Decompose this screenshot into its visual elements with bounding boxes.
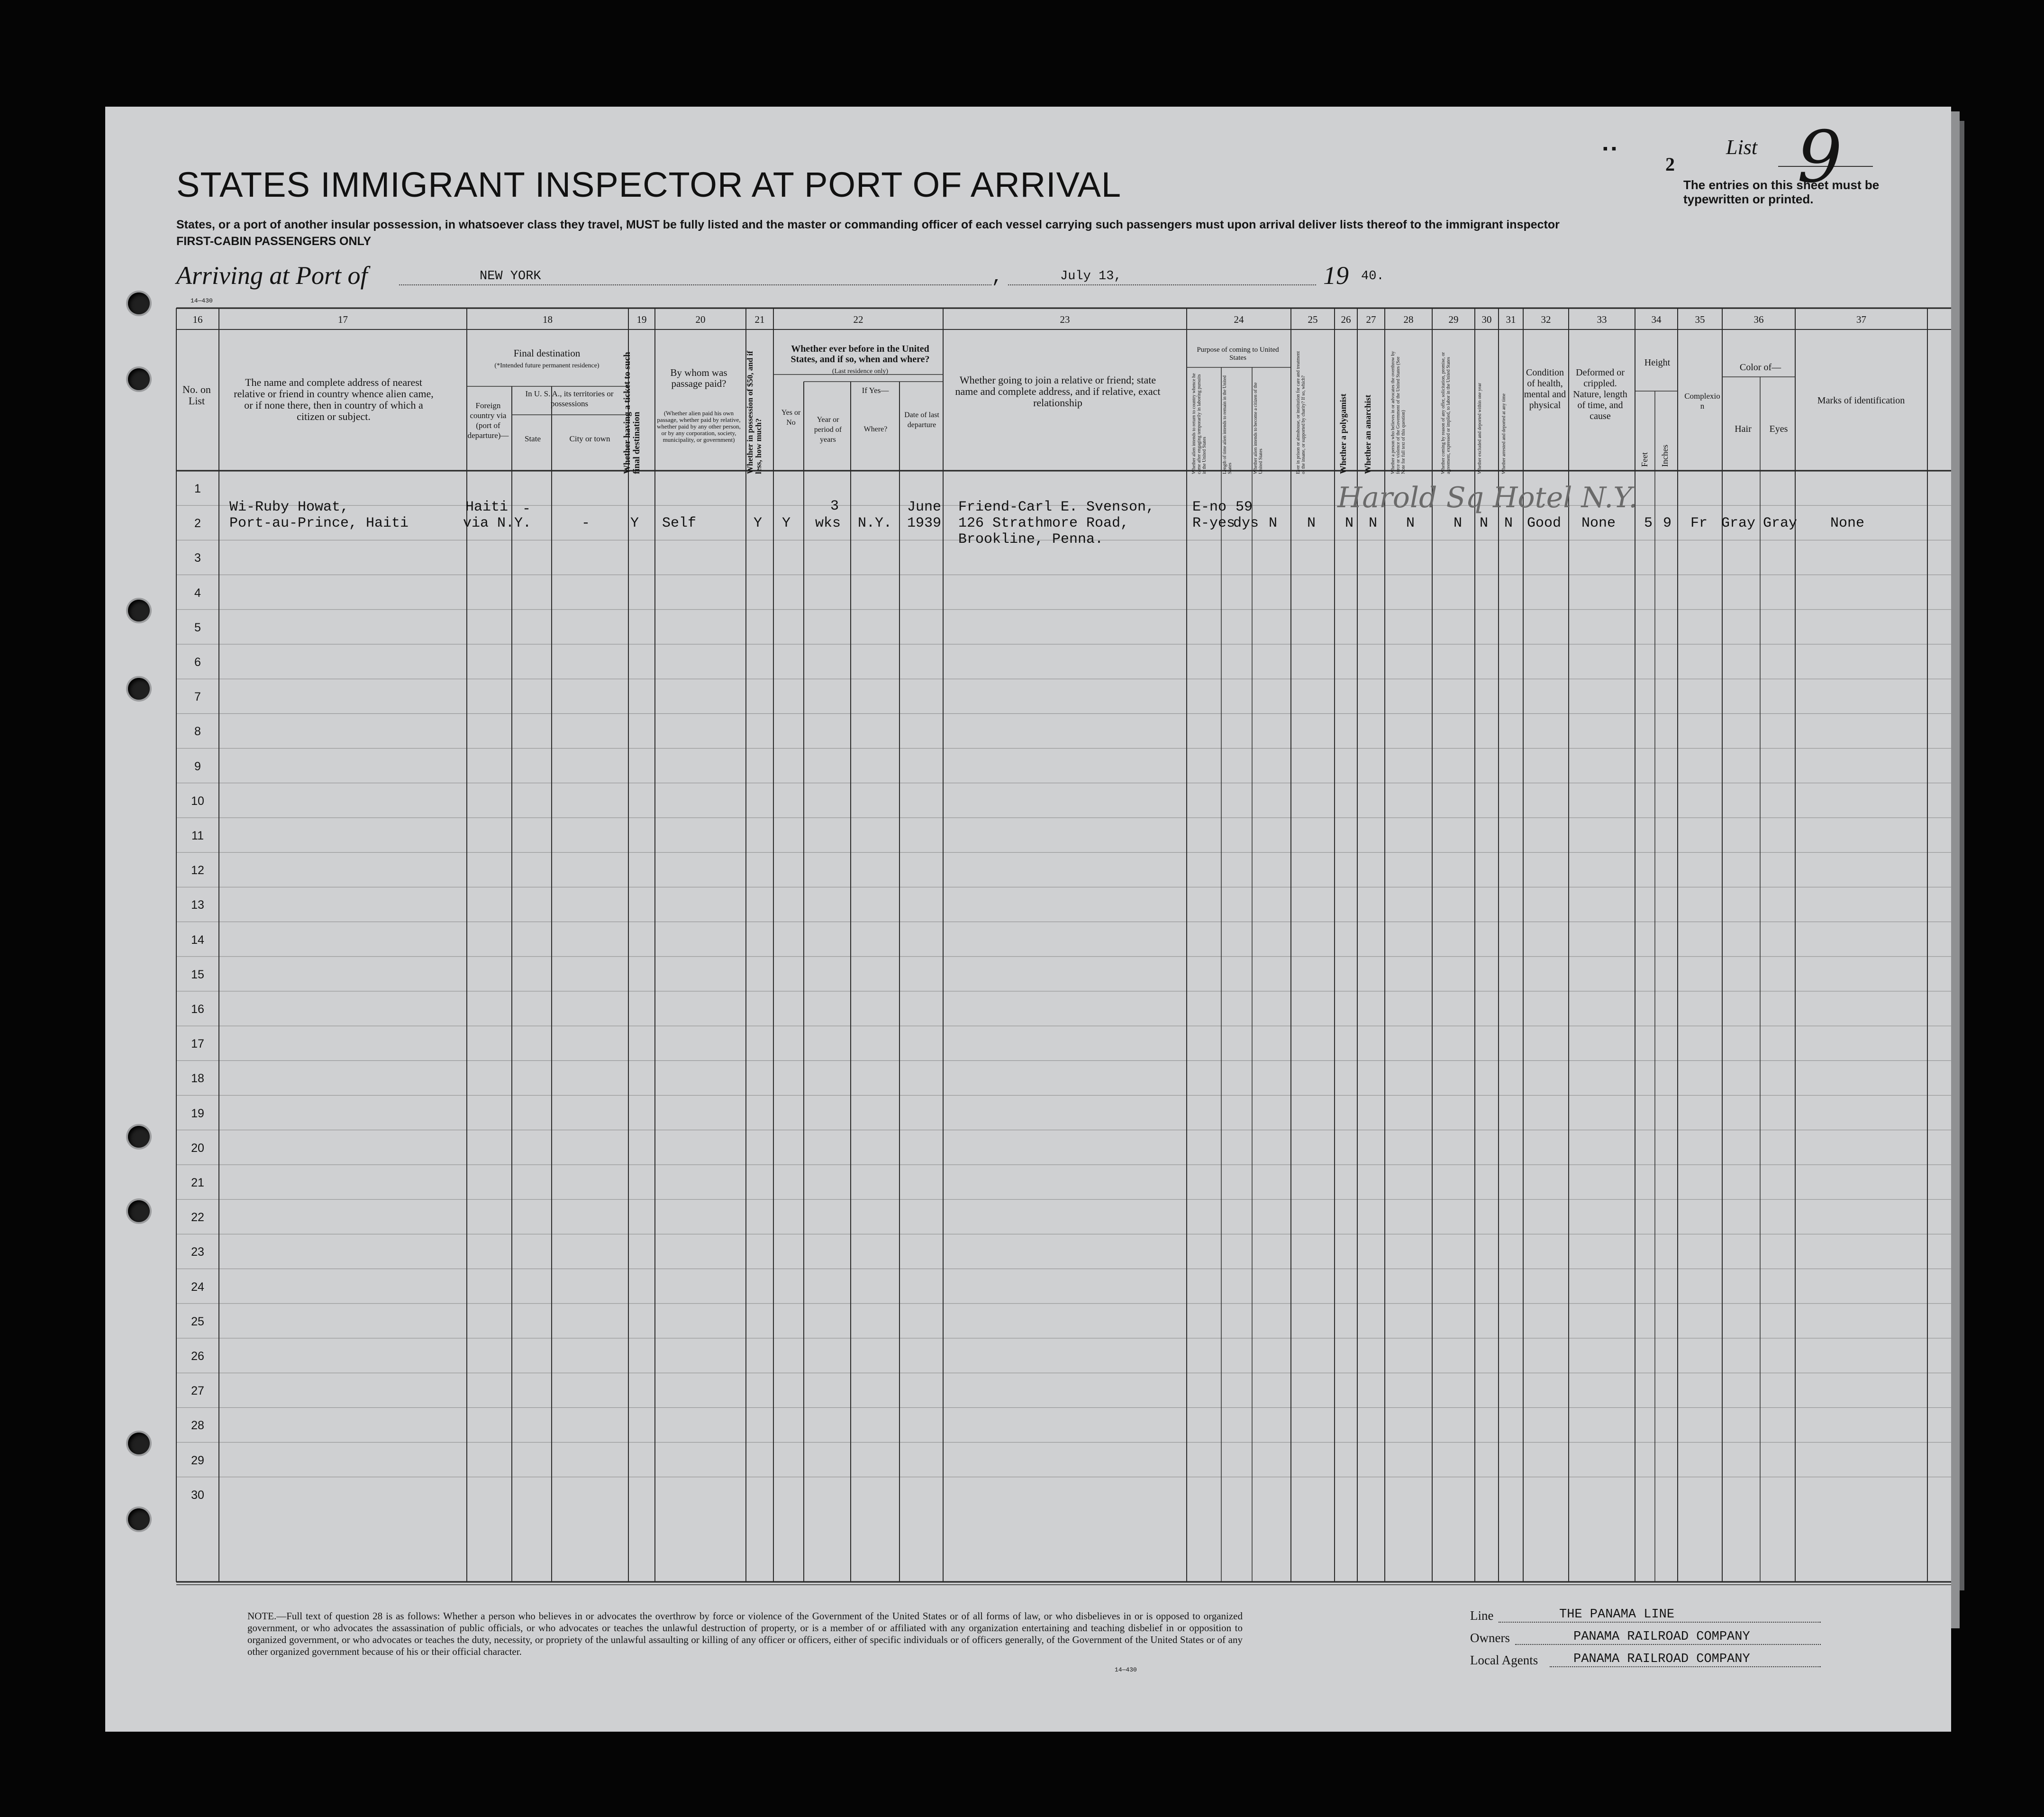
col-22c-header: Where? [863, 425, 888, 433]
date-underline [1008, 284, 1316, 285]
entry-paid-by: Self [662, 515, 697, 531]
list-label: List [1726, 136, 1758, 159]
row-number: 11 [191, 829, 204, 842]
row-number: 22 [191, 1211, 204, 1224]
col-18-usa: In U. S. A., its territories or possessions [525, 389, 614, 408]
column-number: 30 [1481, 314, 1492, 325]
entry-polygamist: N [1345, 515, 1354, 531]
row-number: 29 [191, 1453, 204, 1467]
entry-hair: Gray [1721, 515, 1756, 531]
entry-eyes: Gray [1763, 515, 1798, 531]
col-22-ifyes: If Yes— [862, 386, 889, 395]
entry-where: N.Y. [858, 515, 892, 531]
entry-fifty: Y [754, 515, 763, 531]
col-16-header: No. on List [182, 383, 211, 407]
col-29-header: Whether coming by reason of any offer, solicitation, promise, or agreement, expressed or implied, to labor in the United States [1441, 352, 1451, 474]
form-code-bottom: 14—430 [1115, 1666, 1137, 1673]
entry-join-line3: Brookline, Penna. [958, 531, 1104, 548]
col-36a-header: Hair [1735, 424, 1752, 434]
col-32-header: Condition of health, mental and physical [1524, 367, 1566, 411]
col-25-header: Ever in prison or almshouse, or institution for care and treatment of the insane, or supported by charity? If so, which? [1296, 351, 1306, 474]
entry-labor: N [1454, 515, 1463, 531]
col-22-note: (Last residence only) [832, 368, 889, 375]
column-number: 20 [695, 314, 706, 325]
binder-hole [128, 1200, 150, 1222]
row-number: 15 [191, 968, 204, 981]
column-number: 21 [754, 314, 765, 325]
column-number: 23 [1060, 314, 1070, 325]
row-number: 6 [194, 656, 201, 669]
row-number: 28 [191, 1419, 204, 1433]
row-number: 1 [194, 482, 201, 495]
col-24c-header: Whether alien intends to become a citizen of the United States [1253, 382, 1263, 474]
entry-last-dep-line2: 1939 [907, 515, 942, 531]
owners-underline [1515, 1644, 1821, 1645]
footnote: NOTE.—Full text of question 28 is as follows: Whether a person who believes in or advocates the overthrow by force or violence of the Government of the United States or of all forms of law, or who disbelieves in or is opposed to organized government, or who advocates the assassination of public officials, or who advocates or teaches the unlawful destruction of property, or is a member of or affiliated with any organization entertaining and teaching disbelief in or opposition to organized government, or who advocates or teaches the duty, necessity, or propriety of the unlawful assaulting or killing of any officer or officers, either of specific individuals or of officers generally, of the Government of the United States or of any other organized government because of his or their official character. [247, 1610, 1243, 1657]
row-number: 9 [194, 759, 201, 773]
entry-foreign-line2: via N.Y. [463, 515, 532, 531]
row-number: 13 [191, 898, 204, 912]
port-value: NEW YORK [480, 269, 541, 283]
binder-hole [128, 368, 150, 390]
column-number: 35 [1695, 314, 1705, 325]
row-number: 19 [191, 1106, 204, 1120]
col-23-header: Whether going to join a relative or friend; state name and complete address, and if relative, exact relationship [955, 374, 1161, 409]
sheet-edge-shadow-dark [1960, 121, 1964, 1590]
binder-hole [128, 678, 150, 700]
list-note: The entries on this sheet must be typewritten or printed. [1683, 178, 1880, 206]
entry-prison: N [1307, 515, 1316, 531]
entry-excluded: N [1480, 515, 1489, 531]
entry-period-line1: 3 [830, 498, 839, 514]
list-number: 9 [1797, 116, 1843, 199]
column-number: 16 [192, 314, 203, 325]
row-number: 14 [191, 933, 204, 947]
row-number: 16 [191, 1003, 204, 1016]
table-grid [105, 107, 1951, 1732]
col-26-header: Whether a polygamist [1338, 393, 1348, 474]
col-17-header: The name and complete address of nearest relative or friend in country whence alien came, or if none there, then in country of which a citizen or subject. [234, 376, 434, 422]
line-value: THE PANAMA LINE [1559, 1607, 1675, 1622]
col-31-header: Whether arrested and deported at any time [1501, 393, 1507, 474]
column-number: 29 [1448, 314, 1459, 325]
agents-value: PANAMA RAILROAD COMPANY [1573, 1652, 1750, 1666]
row-number: 12 [191, 864, 204, 877]
binder-hole [128, 1126, 150, 1148]
entry-length-line1: 59 [1235, 499, 1253, 515]
date-value: July 13, [1060, 269, 1122, 283]
row-number: 27 [191, 1384, 204, 1398]
entry-health: Good [1527, 515, 1562, 531]
row-number: 25 [191, 1315, 204, 1328]
col-19-header: Whether having a ticket to such final destination [622, 352, 642, 474]
column-number: 31 [1506, 314, 1516, 325]
col-34-group: Height [1644, 357, 1671, 368]
col-18-note: (*Intended future permanent residence) [494, 362, 600, 369]
binder-hole [128, 1433, 150, 1454]
col-36b-header: Eyes [1769, 424, 1788, 434]
column-number: 32 [1541, 314, 1551, 325]
entry-city: - [581, 515, 590, 531]
entry-purpose-line1: E-no [1192, 499, 1227, 515]
col-27-header: Whether an anarchist [1363, 394, 1372, 474]
agents-label: Local Agents [1470, 1653, 1538, 1667]
owners-value: PANAMA RAILROAD COMPANY [1573, 1630, 1750, 1644]
col-34b-header: Inches [1660, 445, 1670, 467]
port-underline [399, 284, 991, 285]
col-18-group: Final destination [513, 347, 581, 359]
col-18c-header: City or town [569, 434, 610, 443]
row-number: 17 [191, 1037, 204, 1051]
column-number: 27 [1366, 314, 1376, 325]
binder-hole [128, 1508, 150, 1530]
entry-deformed: None [1581, 515, 1616, 531]
year-suffix: 40. [1361, 269, 1384, 283]
row-number: 5 [194, 621, 201, 634]
column-number: 33 [1597, 314, 1607, 325]
handwritten-annotation: Harold Sq Hotel N.Y. [1337, 481, 1638, 514]
binder-hole [128, 600, 150, 621]
col-18a-header: Foreign country via (port of departure)— [467, 401, 509, 440]
form-code-top: 14—430 [191, 297, 213, 304]
entry-complexion: Fr [1690, 515, 1708, 531]
row-number: 18 [191, 1072, 204, 1086]
col-35-header: Complexion [1684, 392, 1720, 411]
entry-last-dep-line1: June [907, 499, 942, 515]
row-number: 2 [194, 517, 201, 530]
entry-citizen: N [1269, 515, 1278, 531]
year-prefix: 19 [1323, 261, 1349, 290]
row-number: 20 [191, 1141, 204, 1155]
entry-join-line1: Friend-Carl E. Svenson, [958, 499, 1155, 515]
column-number: 17 [338, 314, 348, 325]
col-30-header: Whether excluded and deported within one year [1477, 383, 1482, 474]
row-number: 3 [194, 551, 201, 565]
row-number: 24 [191, 1280, 204, 1294]
entry-length-line2: dys [1233, 515, 1259, 531]
class-line: FIRST-CABIN PASSENGERS ONLY [176, 235, 372, 248]
column-number: 24 [1234, 314, 1244, 325]
col-37-header: Marks of identification [1817, 395, 1905, 406]
column-number: 28 [1403, 314, 1414, 325]
col-22-group: Whether ever before in the United States, and if so, when and where? [790, 344, 930, 365]
col-18b-header: State [525, 434, 541, 443]
col-20-note: (Whether alien paid his own passage, whether paid by relative, whether paid by any other person, or by any corporation, society, municipality, or government) [657, 410, 741, 443]
column-number: 37 [1856, 314, 1866, 325]
entry-name-line2: Port-au-Prince, Haiti [229, 515, 409, 531]
col-22b-header: Year or period of years [814, 416, 842, 444]
entry-period-line2: wks [815, 515, 841, 531]
col-22a-header: Yes or No [781, 409, 801, 427]
col-36-group: Color of— [1739, 362, 1781, 373]
entry-overthrow: N [1406, 515, 1415, 531]
sheet-edge-shadow [1951, 111, 1960, 1628]
column-number: 22 [853, 314, 863, 325]
row-number: 7 [194, 690, 201, 704]
col-24b-header: Length of time alien intends to remain in the United States [1222, 375, 1233, 474]
col-24-group: Purpose of coming to United States [1197, 346, 1279, 362]
col-34a-header: Feet [1640, 452, 1649, 467]
col-33-header: Deformed or crippled. Nature, length of time, and cause [1573, 367, 1627, 421]
manifest-sheet [105, 107, 1951, 1732]
col-21-header: Whether in possession of $50, and if less, how much? [745, 351, 763, 474]
comma: , [991, 267, 1003, 288]
entry-inches: 9 [1663, 515, 1672, 531]
owners-label: Owners [1470, 1631, 1510, 1645]
col-20-header: By whom was passage paid? [670, 367, 727, 389]
list-mark: 2 [1665, 154, 1675, 175]
entry-ever-before: Y [782, 515, 791, 531]
entry-state: - [522, 501, 531, 517]
entry-name-line1: Wi-Ruby Howat, [229, 499, 349, 515]
line-underline [1499, 1622, 1821, 1623]
entry-anarchist: N [1369, 515, 1378, 531]
page-title: STATES IMMIGRANT INSPECTOR AT PORT OF ARRIVAL [176, 165, 1122, 204]
col-28-header: Whether a person who believes in or advocates the overthrow by force or violence of the Government of the United States (See Note for full text of this question) [1390, 351, 1406, 474]
col-24a-header: Whether alien intends to return to country whence he came after engaging temporarily in laboring pursuits in the United States [1191, 373, 1207, 474]
row-number: 26 [191, 1350, 204, 1363]
column-number: 25 [1308, 314, 1318, 325]
entry-feet: 5 [1644, 515, 1653, 531]
agents-underline [1550, 1666, 1821, 1667]
row-number: 30 [191, 1488, 204, 1502]
row-number: 10 [191, 794, 204, 808]
row-number: 23 [191, 1245, 204, 1259]
column-number: 36 [1753, 314, 1764, 325]
column-number: 18 [543, 314, 553, 325]
row-number: 8 [194, 725, 201, 739]
col-22d-header: Date of last departure [904, 411, 939, 429]
column-number: 19 [636, 314, 647, 325]
column-number: 26 [1341, 314, 1351, 325]
entry-purpose-line2: R-yes [1192, 515, 1235, 531]
entry-arrested: N [1504, 515, 1513, 531]
subtitle-line: States, or a port of another insular possession, in whatsoever class they travel, MUST be fully listed and the master or commanding officer of each vessel carrying such passengers must upon arrival deliver lists thereof to the immigrant inspector [176, 218, 1560, 231]
binder-hole [128, 292, 150, 314]
entry-foreign-line1: Haiti [465, 499, 509, 515]
arriving-label: Arriving at Port of [176, 261, 368, 290]
row-number: 21 [191, 1176, 204, 1189]
row-number: 4 [194, 586, 201, 600]
ink-dots: ▪ ▪ [1603, 141, 1617, 156]
entry-ticket: Y [630, 515, 639, 531]
entry-marks: None [1830, 515, 1865, 531]
column-number: 34 [1651, 314, 1662, 325]
line-label: Line [1470, 1608, 1494, 1623]
entry-join-line2: 126 Strathmore Road, [958, 515, 1129, 531]
